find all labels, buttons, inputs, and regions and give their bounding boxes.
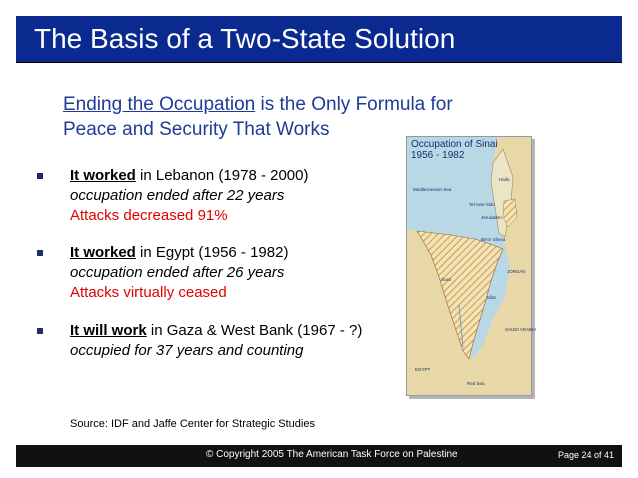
map-label-saudi: SAUDI ARABIA — [505, 327, 537, 332]
bullet-red: Attacks virtually ceased — [70, 284, 227, 301]
bullet-lead: It worked — [70, 244, 136, 261]
bullet-square-icon — [37, 328, 43, 334]
map-label-eilat: Eilat — [487, 295, 496, 300]
bullet-rest: in Lebanon (1978 - 2000) — [135, 167, 309, 184]
bullet-italic: occupied for 37 years and counting — [70, 342, 304, 359]
bullet-rest: in Egypt (1956 - 1982) — [135, 244, 289, 261]
title-bar — [16, 16, 622, 63]
map-label-haifa: Haifa — [499, 177, 510, 182]
map-title-line2: 1956 - 1982 — [411, 150, 465, 161]
bullet-square-icon — [37, 173, 43, 179]
heading-rest-line1: is the Only Formula for — [255, 94, 453, 115]
bullet-rest: in Gaza & West Bank (1967 - ?) — [146, 322, 363, 339]
heading-link[interactable]: Ending the Occupation — [63, 94, 256, 115]
footer-bar — [16, 445, 622, 467]
map-label-mediterranean: Mediterranean Sea — [413, 187, 452, 192]
page-number: Page 24 of 41 — [557, 450, 614, 460]
heading-line2: Peace and Security That Works — [63, 119, 330, 140]
sinai-map-graphic — [407, 137, 531, 395]
map-label-beer-sheva: Be'er Sheva — [481, 237, 506, 242]
bullet-italic: occupation ended after 22 years — [70, 187, 285, 204]
bullet-lead: It worked — [70, 167, 136, 184]
map-title-line1: Occupation of Sinai — [411, 139, 498, 150]
slide-title: The Basis of a Two-State Solution — [34, 23, 456, 54]
map-label-red-sea: Red Sea — [467, 381, 485, 386]
source-note: Source: IDF and Jaffe Center for Strategic Studies — [70, 418, 315, 430]
bullet-red: Attacks decreased 91% — [70, 207, 228, 224]
map-label-tel-aviv: Tel Aviv-Yafo — [469, 202, 495, 207]
footer-copyright: © Copyright 2005 The American Task Force on Palestine — [206, 449, 458, 460]
bullet-lead: It will work — [70, 322, 147, 339]
map-label-suez: Suez — [441, 277, 452, 282]
slide-heading — [63, 92, 523, 142]
sinai-map — [406, 136, 537, 396]
bullet-italic: occupation ended after 26 years — [70, 264, 285, 281]
map-title — [411, 139, 498, 161]
map-label-jordan: JORDAN — [507, 269, 526, 274]
map-label-jerusalem: Jerusalem — [481, 215, 502, 220]
bullet-square-icon — [37, 250, 43, 256]
map-label-egypt: EGYPT — [415, 367, 431, 372]
